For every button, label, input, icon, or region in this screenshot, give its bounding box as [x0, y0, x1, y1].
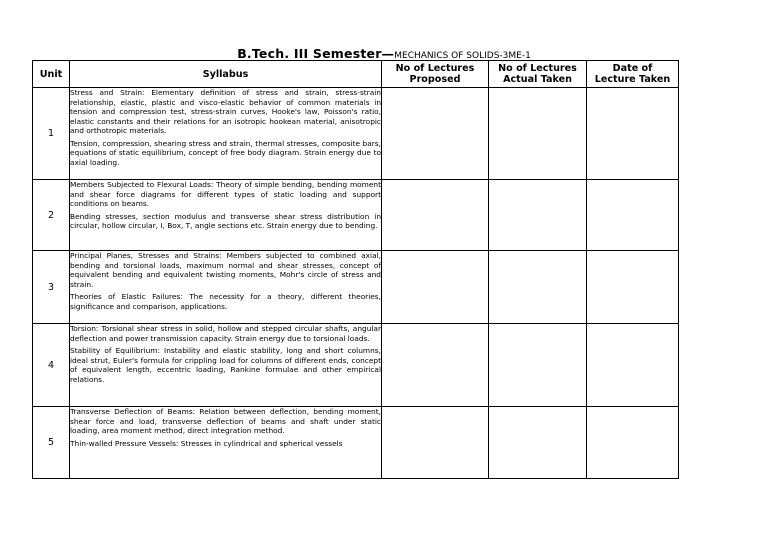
- syllabus-paragraph: Stability of Equilibrium: Instability and elastic stability, long and short columns, ideal strut, Euler's formula for crippling load for columns of different ends, concept of equivalent length, eccentric loading, Rankine formulae and other empirical relations.: [70, 346, 381, 384]
- syllabus-paragraph: Bending stresses, section modulus and transverse shear stress distribution in circular, hollow circular, I, Box, T, angle sections etc. Strain energy due to bending.: [70, 211, 381, 230]
- title-main: B.Tech. III Semester—: [237, 46, 395, 61]
- lectures-actual-cell[interactable]: [489, 324, 587, 407]
- lecture-date-cell[interactable]: [587, 324, 679, 407]
- syllabus-paragraph: Theories of Elastic Failures: The necessity for a theory, different theories, significance and comparison, applications.: [70, 292, 381, 311]
- syllabus-paragraph: Stress and Strain: Elementary definition of stress and strain, stress-strain relationship, elastic, plastic and visco-elastic behavior of common materials in tension and compression test, stress-strain curves, Hooke's law, Poisson's ratio, elastic constants and their relations for an isotropic hookean material, anisotropic and orthotropic materials.: [70, 88, 381, 135]
- unit-number: 1: [33, 88, 70, 180]
- lecture-date-cell[interactable]: [587, 88, 679, 180]
- lectures-proposed-cell[interactable]: [382, 180, 489, 251]
- syllabus-cell: [70, 88, 382, 180]
- syllabus-table: [32, 60, 679, 479]
- table-row: [33, 324, 679, 407]
- unit-number: 3: [33, 251, 70, 324]
- syllabus-cell: [70, 180, 382, 251]
- syllabus-paragraph: Torsion: Torsional shear stress in solid, hollow and stepped circular shafts, angular deflection and power transmission capacity. Strain energy due to torsional loads.: [70, 324, 381, 343]
- lectures-actual-cell[interactable]: [489, 251, 587, 324]
- lecture-date-cell[interactable]: [587, 407, 679, 479]
- lecture-date-cell[interactable]: [587, 180, 679, 251]
- lectures-proposed-header: [382, 61, 489, 88]
- lectures-proposed-cell[interactable]: [382, 324, 489, 407]
- lectures-proposed-cell[interactable]: [382, 407, 489, 479]
- header-line: Date of: [612, 63, 653, 74]
- lecture-date-header: [587, 61, 679, 88]
- header-line: Proposed: [409, 74, 461, 85]
- syllabus-header: Syllabus: [70, 61, 382, 88]
- unit-number: 4: [33, 324, 70, 407]
- lecture-date-cell[interactable]: [587, 251, 679, 324]
- unit-header: Unit: [33, 61, 70, 88]
- lectures-actual-cell[interactable]: [489, 88, 587, 180]
- header-row: [33, 61, 679, 88]
- unit-number: 2: [33, 180, 70, 251]
- table-row: [33, 88, 679, 180]
- syllabus-paragraph: Principal Planes, Stresses and Strains: Members subjected to combined axial, bending and torsional loads, maximum normal and shear stresses, concept of equivalent bending and equivalent twisting moments, Mohr's circle of stress and strain.: [70, 251, 381, 289]
- syllabus-paragraph: Thin-walled Pressure Vessels: Stresses in cylindrical and spherical vessels: [70, 438, 343, 448]
- table-row: [33, 407, 679, 479]
- header-line: No of Lectures: [395, 63, 475, 74]
- syllabus-paragraph: Tension, compression, shearing stress and strain, thermal stresses, composite bars, equations of static equilibrium, concept of free body diagram. Strain energy due to axial loading.: [70, 138, 381, 167]
- unit-number: 5: [33, 407, 70, 479]
- syllabus-cell: [70, 407, 382, 479]
- lectures-proposed-cell[interactable]: [382, 251, 489, 324]
- syllabus-cell: [70, 251, 382, 324]
- table-row: [33, 251, 679, 324]
- syllabus-cell: [70, 324, 382, 407]
- table-row: [33, 180, 679, 251]
- header-line: Lecture Taken: [594, 74, 671, 85]
- lectures-actual-cell[interactable]: [489, 407, 587, 479]
- lectures-actual-cell[interactable]: [489, 180, 587, 251]
- syllabus-paragraph: Transverse Deflection of Beams: Relation between deflection, bending moment, shear force and load, transverse deflection of beams and shaft under static loading, area moment method, direct integration method.: [70, 407, 381, 435]
- header-line: Actual Taken: [503, 74, 572, 85]
- header-line: No of Lectures: [498, 63, 577, 74]
- lectures-proposed-cell[interactable]: [382, 88, 489, 180]
- lectures-actual-header: [489, 61, 587, 88]
- title-subject: MECHANICS OF SOLIDS-3ME-1: [394, 51, 531, 61]
- syllabus-paragraph: Members Subjected to Flexural Loads: Theory of simple bending, bending moment and shear force diagrams for different types of static loading and support conditions on beams.: [70, 180, 381, 208]
